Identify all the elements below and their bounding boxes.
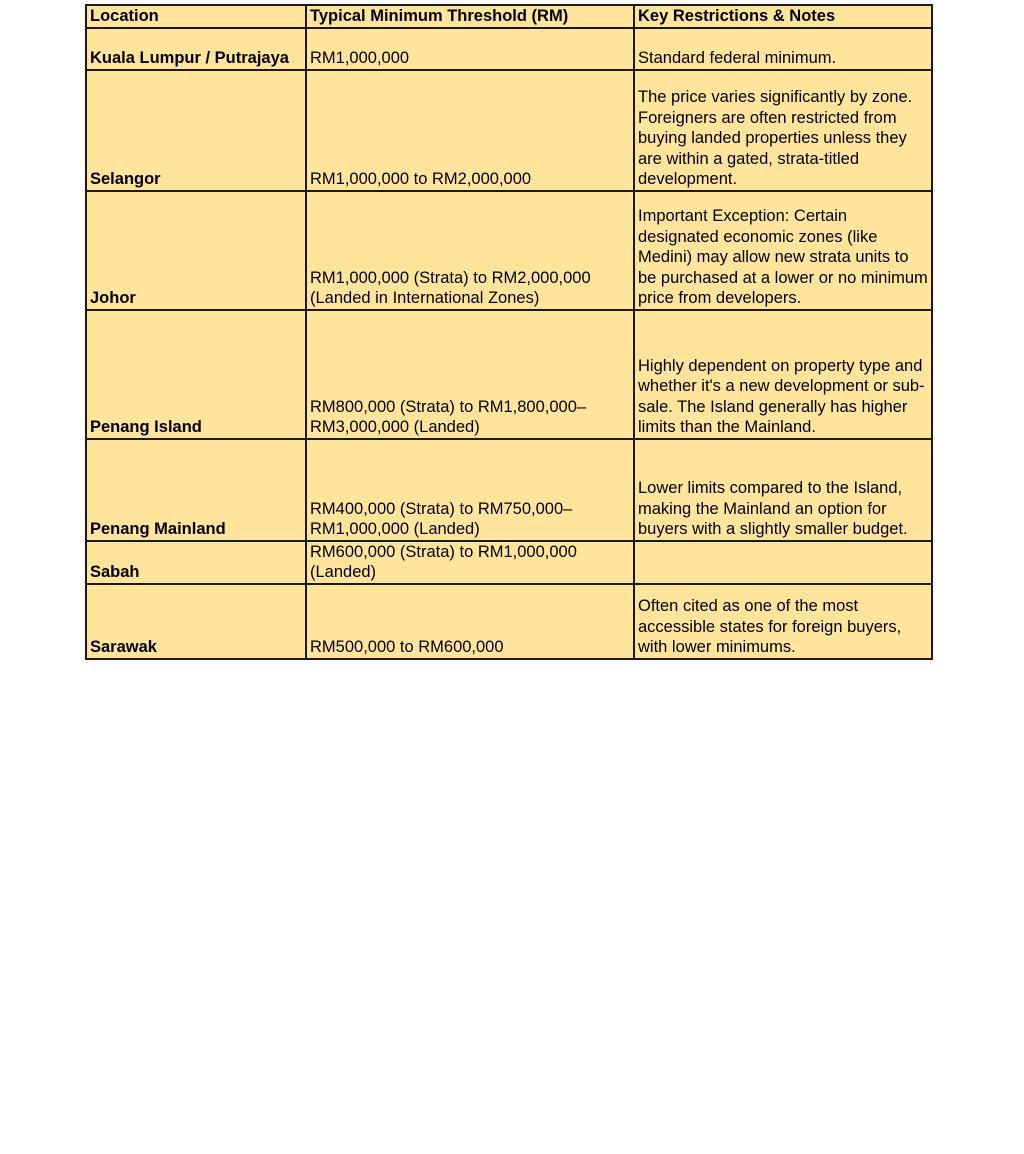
threshold-cell: RM1,000,000 to RM2,000,000 xyxy=(306,70,634,191)
header-location: Location xyxy=(86,5,306,28)
notes-cell: Standard federal minimum. xyxy=(634,28,932,70)
threshold-cell: RM800,000 (Strata) to RM1,800,000–RM3,000,000 (Landed) xyxy=(306,310,634,439)
header-threshold: Typical Minimum Threshold (RM) xyxy=(306,5,634,28)
notes-cell: Often cited as one of the most accessible states for foreign buyers, with lower minimums. xyxy=(634,584,932,659)
location-cell: Selangor xyxy=(86,70,306,191)
table-row xyxy=(86,310,932,439)
location-cell: Sabah xyxy=(86,541,306,584)
table-row xyxy=(86,191,932,310)
table-row xyxy=(86,584,932,659)
notes-cell xyxy=(634,541,932,584)
location-cell: Johor xyxy=(86,191,306,310)
notes-cell: Lower limits compared to the Island, making the Mainland an option for buyers with a slightly smaller budget. xyxy=(634,439,932,541)
table-row xyxy=(86,28,932,70)
location-cell: Penang Mainland xyxy=(86,439,306,541)
table-row xyxy=(86,439,932,541)
threshold-cell: RM1,000,000 xyxy=(306,28,634,70)
threshold-cell: RM500,000 to RM600,000 xyxy=(306,584,634,659)
notes-cell: Highly dependent on property type and whether it's a new development or sub-sale. The Island generally has higher limits than the Mainland. xyxy=(634,310,932,439)
table-header-row xyxy=(86,5,932,28)
location-cell: Sarawak xyxy=(86,584,306,659)
notes-cell: The price varies significantly by zone. Foreigners are often restricted from buying landed properties unless they are within a gated, strata-titled development. xyxy=(634,70,932,191)
location-cell: Penang Island xyxy=(86,310,306,439)
table-row xyxy=(86,541,932,584)
notes-cell: Important Exception: Certain designated economic zones (like Medini) may allow new strata units to be purchased at a lower or no minimum price from developers. xyxy=(634,191,932,310)
threshold-table xyxy=(85,4,933,660)
header-notes: Key Restrictions & Notes xyxy=(634,5,932,28)
threshold-cell: RM400,000 (Strata) to RM750,000–RM1,000,000 (Landed) xyxy=(306,439,634,541)
location-cell: Kuala Lumpur / Putrajaya xyxy=(86,28,306,70)
threshold-cell: RM1,000,000 (Strata) to RM2,000,000 (Landed in International Zones) xyxy=(306,191,634,310)
table-row xyxy=(86,70,932,191)
threshold-cell: RM600,000 (Strata) to RM1,000,000 (Landed) xyxy=(306,541,634,584)
